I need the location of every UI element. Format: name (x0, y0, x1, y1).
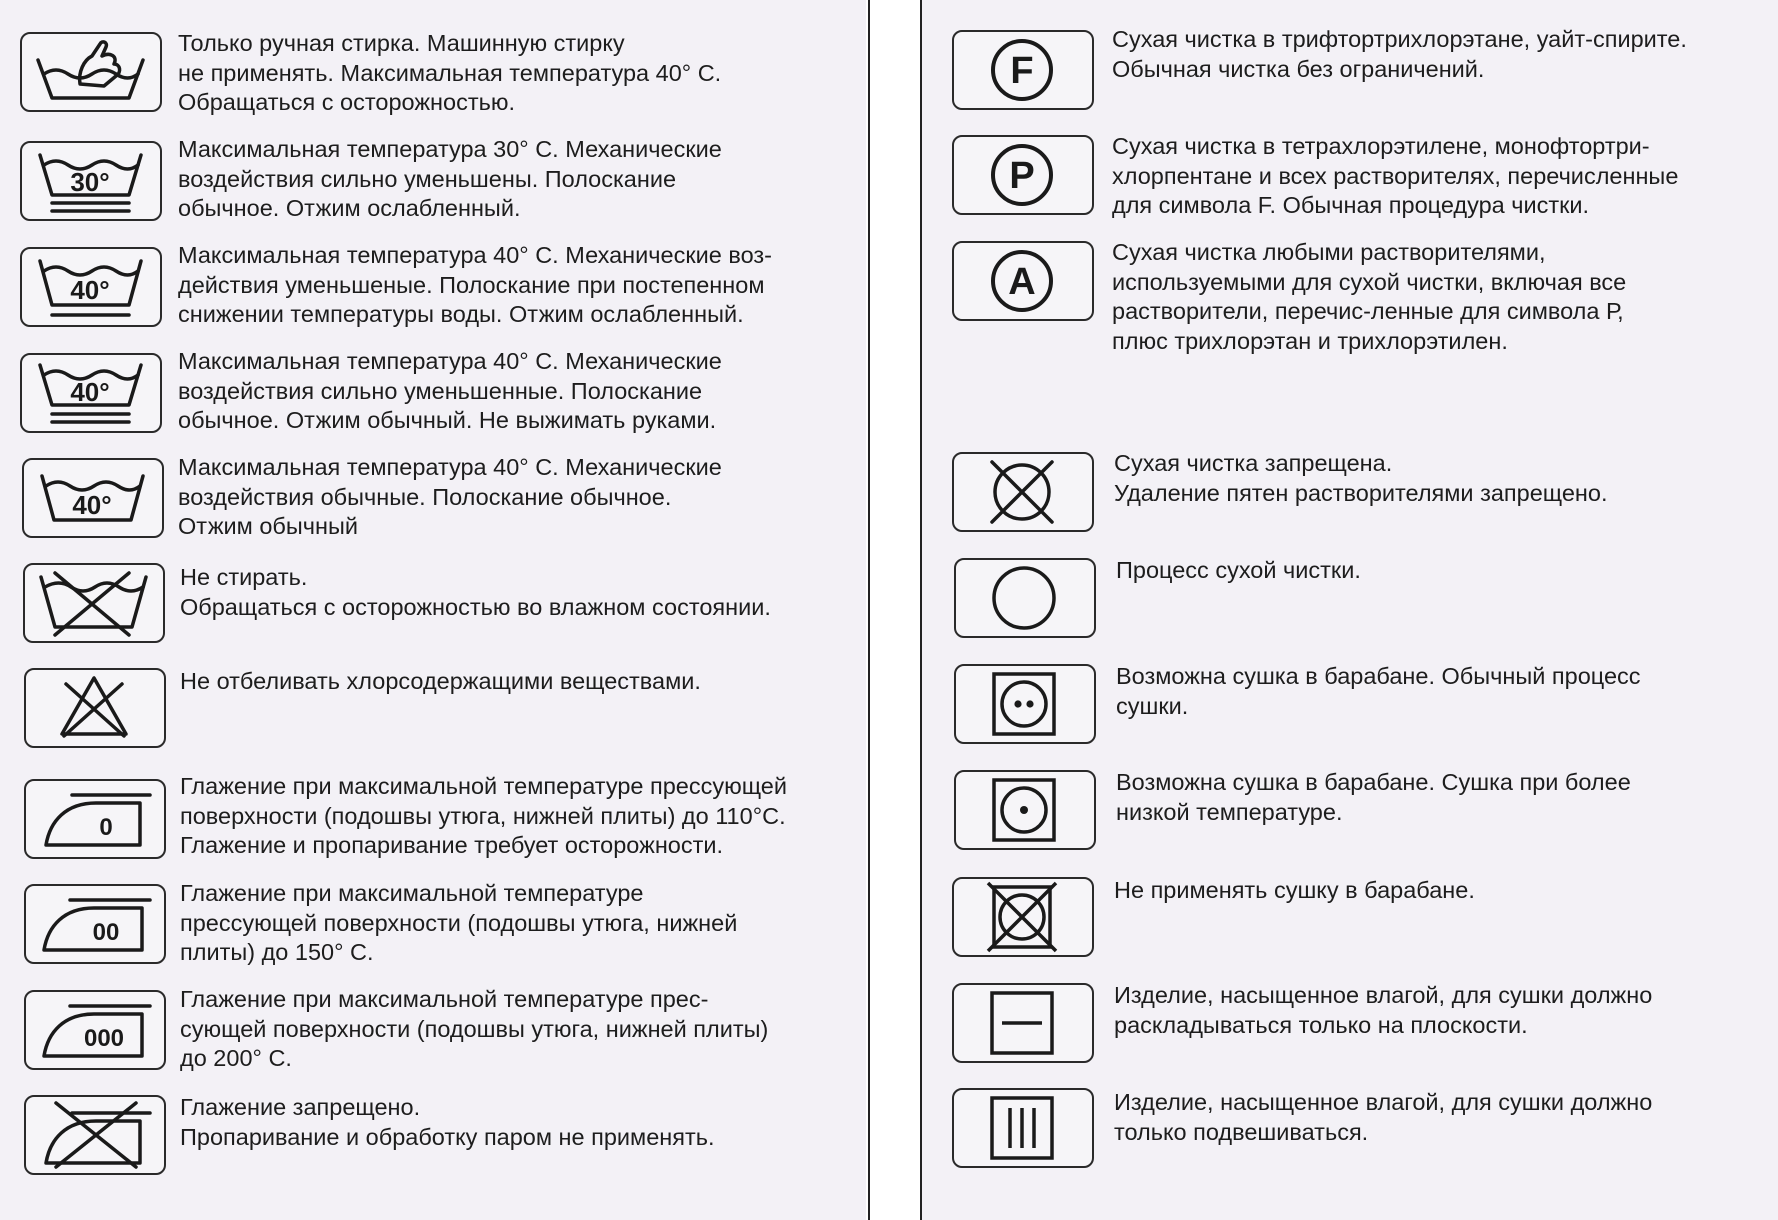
iron-dots-label: 0 (99, 814, 113, 841)
item-text-line: Только ручная стирка. Машинную стирку (178, 30, 625, 56)
do-not-wash-icon (23, 563, 165, 643)
dry-clean-letter: F (1010, 50, 1034, 92)
item-text-line: Максимальная температура 40° С. Механические (178, 454, 722, 480)
item-text-line: действия уменьшеные. Полоскание при постепенном (178, 271, 765, 298)
item-text-line: снижении температуры воды. Отжим ослабленный. (178, 301, 744, 327)
iron-low-icon (24, 779, 166, 859)
dry-clean-letter: A (1008, 261, 1036, 303)
item-text-line: Не отбеливать хлорсодержащими веществами. (180, 668, 701, 694)
wash-40-reduced-icon (20, 247, 162, 327)
item-text-line: Изделие, насыщенное влагой, для сушки должно (1114, 1089, 1653, 1115)
item-text-line: прессующей поверхности (подошвы утюга, нижней (180, 909, 738, 936)
item-text-line: Глажение и пропаривание требует осторожности. (180, 832, 724, 858)
item-text-line: сующей поверхности (подошвы утюга, нижней плиты) (180, 1015, 769, 1042)
line-dry-icon (952, 1088, 1094, 1168)
dry-clean-a-icon (952, 241, 1094, 321)
iron-high-icon (24, 990, 166, 1070)
item-text-line: обычное. Отжим обычный. Не выжимать руками. (178, 407, 717, 433)
item-text-line: Глажение при максимальной температуре прессующей (180, 773, 787, 799)
dry-clean-letter: P (1009, 155, 1035, 197)
item-text-line: Максимальная температура 40° С. Механические (178, 348, 722, 374)
item-text-line: воздействия сильно уменьшенные. Полоскание (178, 377, 703, 404)
item-text-line: Сухая чистка в тетрахлорэтилене, монофтортри- (1112, 133, 1650, 159)
item-text-line: не применять. Максимальная температура 40° С. (178, 59, 722, 86)
item-text-line: Возможна сушка в барабане. Сушка при более (1116, 769, 1631, 795)
item-text-line: Возможна сушка в барабане. Обычный процесс (1116, 663, 1641, 689)
page-divider-left (868, 0, 870, 1220)
item-text-line: воздействия сильно уменьшены. Полоскание (178, 165, 677, 192)
item-text-line: для символа F. Обычная процедура чистки. (1112, 192, 1590, 218)
item-text-line: до 200° С. (180, 1045, 292, 1071)
item-text-line: поверхности (подошвы утюга, нижней плиты) до 110°С. (180, 802, 786, 829)
item-text-line: Максимальная температура 30° С. Механические (178, 136, 722, 162)
item-text-line: сушки. (1116, 692, 1189, 719)
item-text-line: Сухая чистка запрещена. (1114, 450, 1393, 476)
item-text-line: Процесс сухой чистки. (1116, 557, 1361, 583)
item-text-line: плиты) до 150° С. (180, 939, 374, 965)
item-text-line: Глажение запрещено. (180, 1094, 421, 1120)
do-not-dry-clean-icon (952, 452, 1094, 532)
item-text-line: растворители, перечис-ленные для символа Р, (1112, 298, 1624, 324)
item-text-line: воздействия обычные. Полоскание обычное. (178, 483, 672, 510)
item-text-line: Не стирать. (180, 564, 308, 590)
item-text-line: Удаление пятен растворителями запрещено. (1114, 479, 1608, 506)
item-text-line: Сухая чистка в трифтортрихлорэтане, уайт-спирите. (1112, 26, 1687, 52)
wash-40-normal-icon (22, 458, 164, 538)
wash-40-gentle-icon (20, 353, 162, 433)
dry-clean-icon (954, 558, 1096, 638)
item-text-line: Сухая чистка любыми растворителями, (1112, 239, 1546, 265)
dry-clean-f-icon (952, 30, 1094, 110)
item-text-line: Обращаться с осторожностью во влажном состоянии. (180, 593, 771, 620)
iron-dots-label: 00 (92, 919, 120, 946)
item-text-line: Обычная чистка без ограничений. (1112, 55, 1485, 82)
item-text-line: Изделие, насыщенное влагой, для сушки должно (1114, 982, 1653, 1008)
item-text-line: Обращаться с осторожностью. (178, 89, 515, 115)
no-chlorine-bleach-icon (24, 668, 166, 748)
item-text-line: только подвешиваться. (1114, 1118, 1369, 1145)
iron-dots-label: 000 (83, 1025, 125, 1052)
item-text-line: Не применять сушку в барабане. (1114, 877, 1475, 903)
item-text-line: Пропаривание и обработку паром не применять. (180, 1123, 715, 1150)
do-not-tumble-dry-icon (952, 877, 1094, 957)
hand-wash-icon (20, 32, 162, 112)
dry-clean-p-icon (952, 135, 1094, 215)
item-text-line: Отжим обычный (178, 513, 359, 539)
wash-temp-label: 40° (72, 490, 112, 520)
item-text-line: Максимальная температура 40° С. Механические воз- (178, 242, 772, 268)
item-text-line: раскладываться только на плоскости. (1114, 1011, 1528, 1038)
wash-temp-label: 40° (70, 275, 110, 305)
tumble-dry-low-icon (954, 770, 1096, 850)
item-text-line: используемыми для сухой чистки, включая все (1112, 268, 1627, 295)
wash-30-gentle-icon (20, 141, 162, 221)
wash-temp-label: 40° (70, 377, 110, 407)
item-text-line: Глажение при максимальной температуре прес- (180, 986, 709, 1012)
wash-temp-label: 30° (70, 167, 110, 197)
do-not-iron-icon (24, 1095, 166, 1175)
item-text-line: обычное. Отжим ослабленный. (178, 195, 521, 221)
item-text-line: низкой температуре. (1116, 798, 1343, 825)
item-text-line: плюс трихлорэтан и трихлорэтилен. (1112, 327, 1508, 354)
dry-flat-icon (952, 983, 1094, 1063)
iron-medium-icon (24, 884, 166, 964)
item-text-line: Глажение при максимальной температуре (180, 880, 644, 906)
item-text-line: хлорпентане и всех растворителях, перечисленные (1112, 162, 1679, 189)
tumble-dry-normal-icon (954, 664, 1096, 744)
